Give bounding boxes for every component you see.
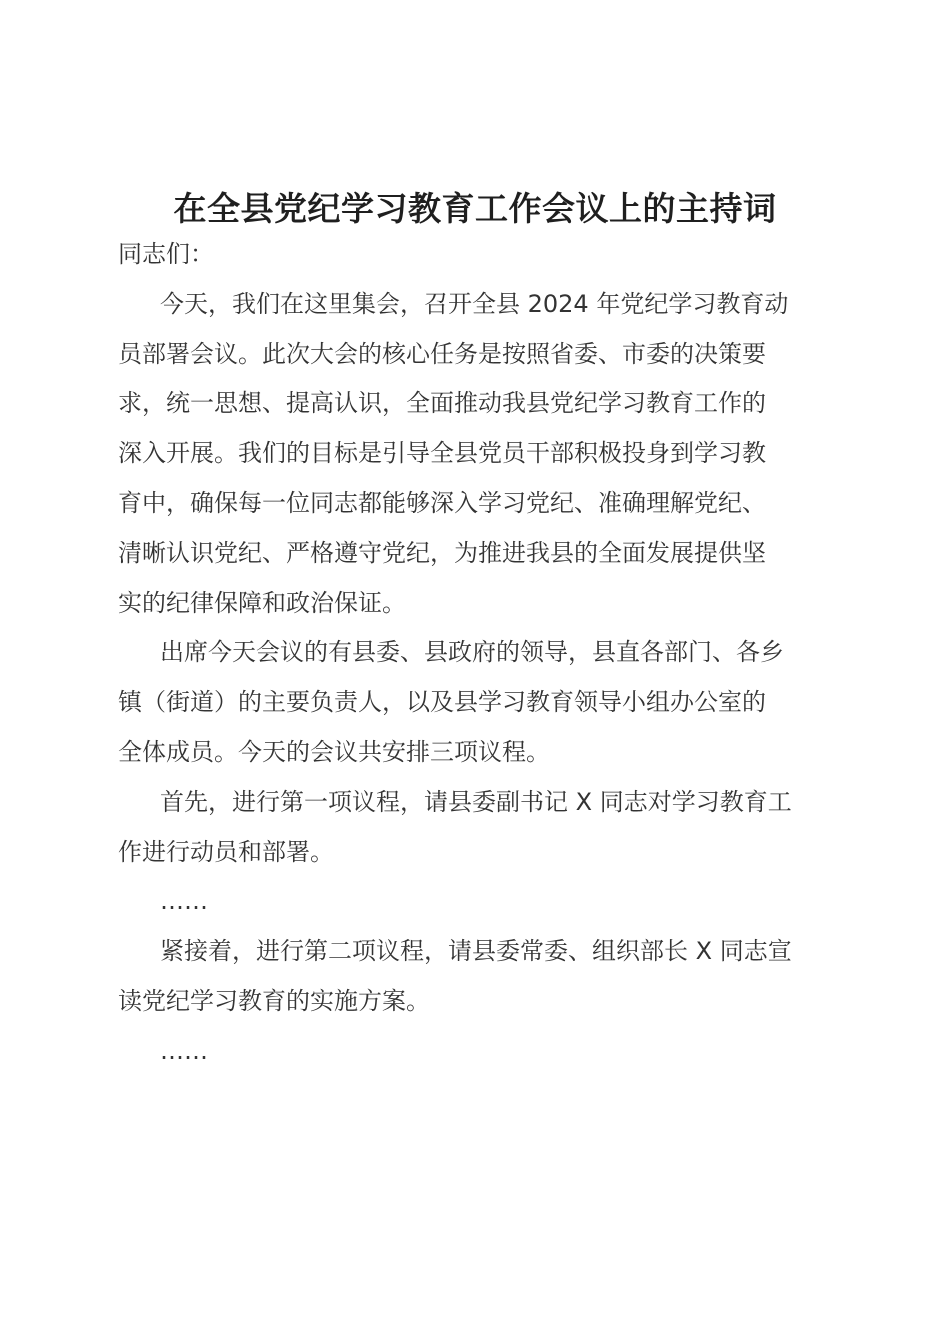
paragraph-attendees	[118, 628, 832, 777]
paragraph-line: 出席今天会议的有县委、县政府的领导，县直各部门、各乡	[160, 638, 784, 667]
document-title: 在全县党纪学习教育工作会议上的主持词	[173, 189, 777, 228]
paragraph-line: 实的纪律保障和政治保证。	[118, 588, 406, 617]
paragraph-line: 紧接着，进行第二项议程，请县委常委、组织部长 X 同志宣	[160, 937, 792, 966]
ellipsis-line: ……	[160, 1036, 208, 1065]
paragraph-agenda-one	[118, 778, 832, 878]
paragraph-agenda-two	[118, 927, 832, 1027]
salutation: 同志们：	[118, 240, 214, 268]
ellipsis-line: ……	[160, 887, 208, 916]
paragraph-ellipsis	[118, 877, 832, 927]
paragraph-line: 育中，确保每一位同志都能够深入学习党纪、准确理解党纪、	[118, 488, 766, 517]
paragraph-line: 全体成员。今天的会议共安排三项议程。	[118, 737, 550, 766]
paragraph-line: 首先，进行第一项议程，请县委副书记 X 同志对学习教育工	[160, 787, 792, 816]
paragraph-line: 镇（街道）的主要负责人，以及县学习教育领导小组办公室的	[118, 688, 766, 717]
paragraph-line: 深入开展。我们的目标是引导全县党员干部积极投身到学习教	[118, 439, 766, 468]
paragraph-line: 员部署会议。此次大会的核心任务是按照省委、市委的决策要	[118, 339, 766, 368]
paragraph-line: 求，统一思想、提高认识，全面推动我县党纪学习教育工作的	[118, 389, 766, 418]
paragraph-line: 作进行动员和部署。	[118, 837, 334, 866]
paragraph-ellipsis	[118, 1027, 832, 1077]
paragraph-line: 清晰认识党纪、严格遵守党纪，为推进我县的全面发展提供坚	[118, 538, 766, 567]
document-body	[118, 230, 832, 1077]
paragraph-line: 今天，我们在这里集会，召开全县 2024 年党纪学习教育动	[160, 289, 789, 318]
paragraph-line: 读党纪学习教育的实施方案。	[118, 986, 430, 1015]
paragraph-opening	[118, 280, 832, 629]
